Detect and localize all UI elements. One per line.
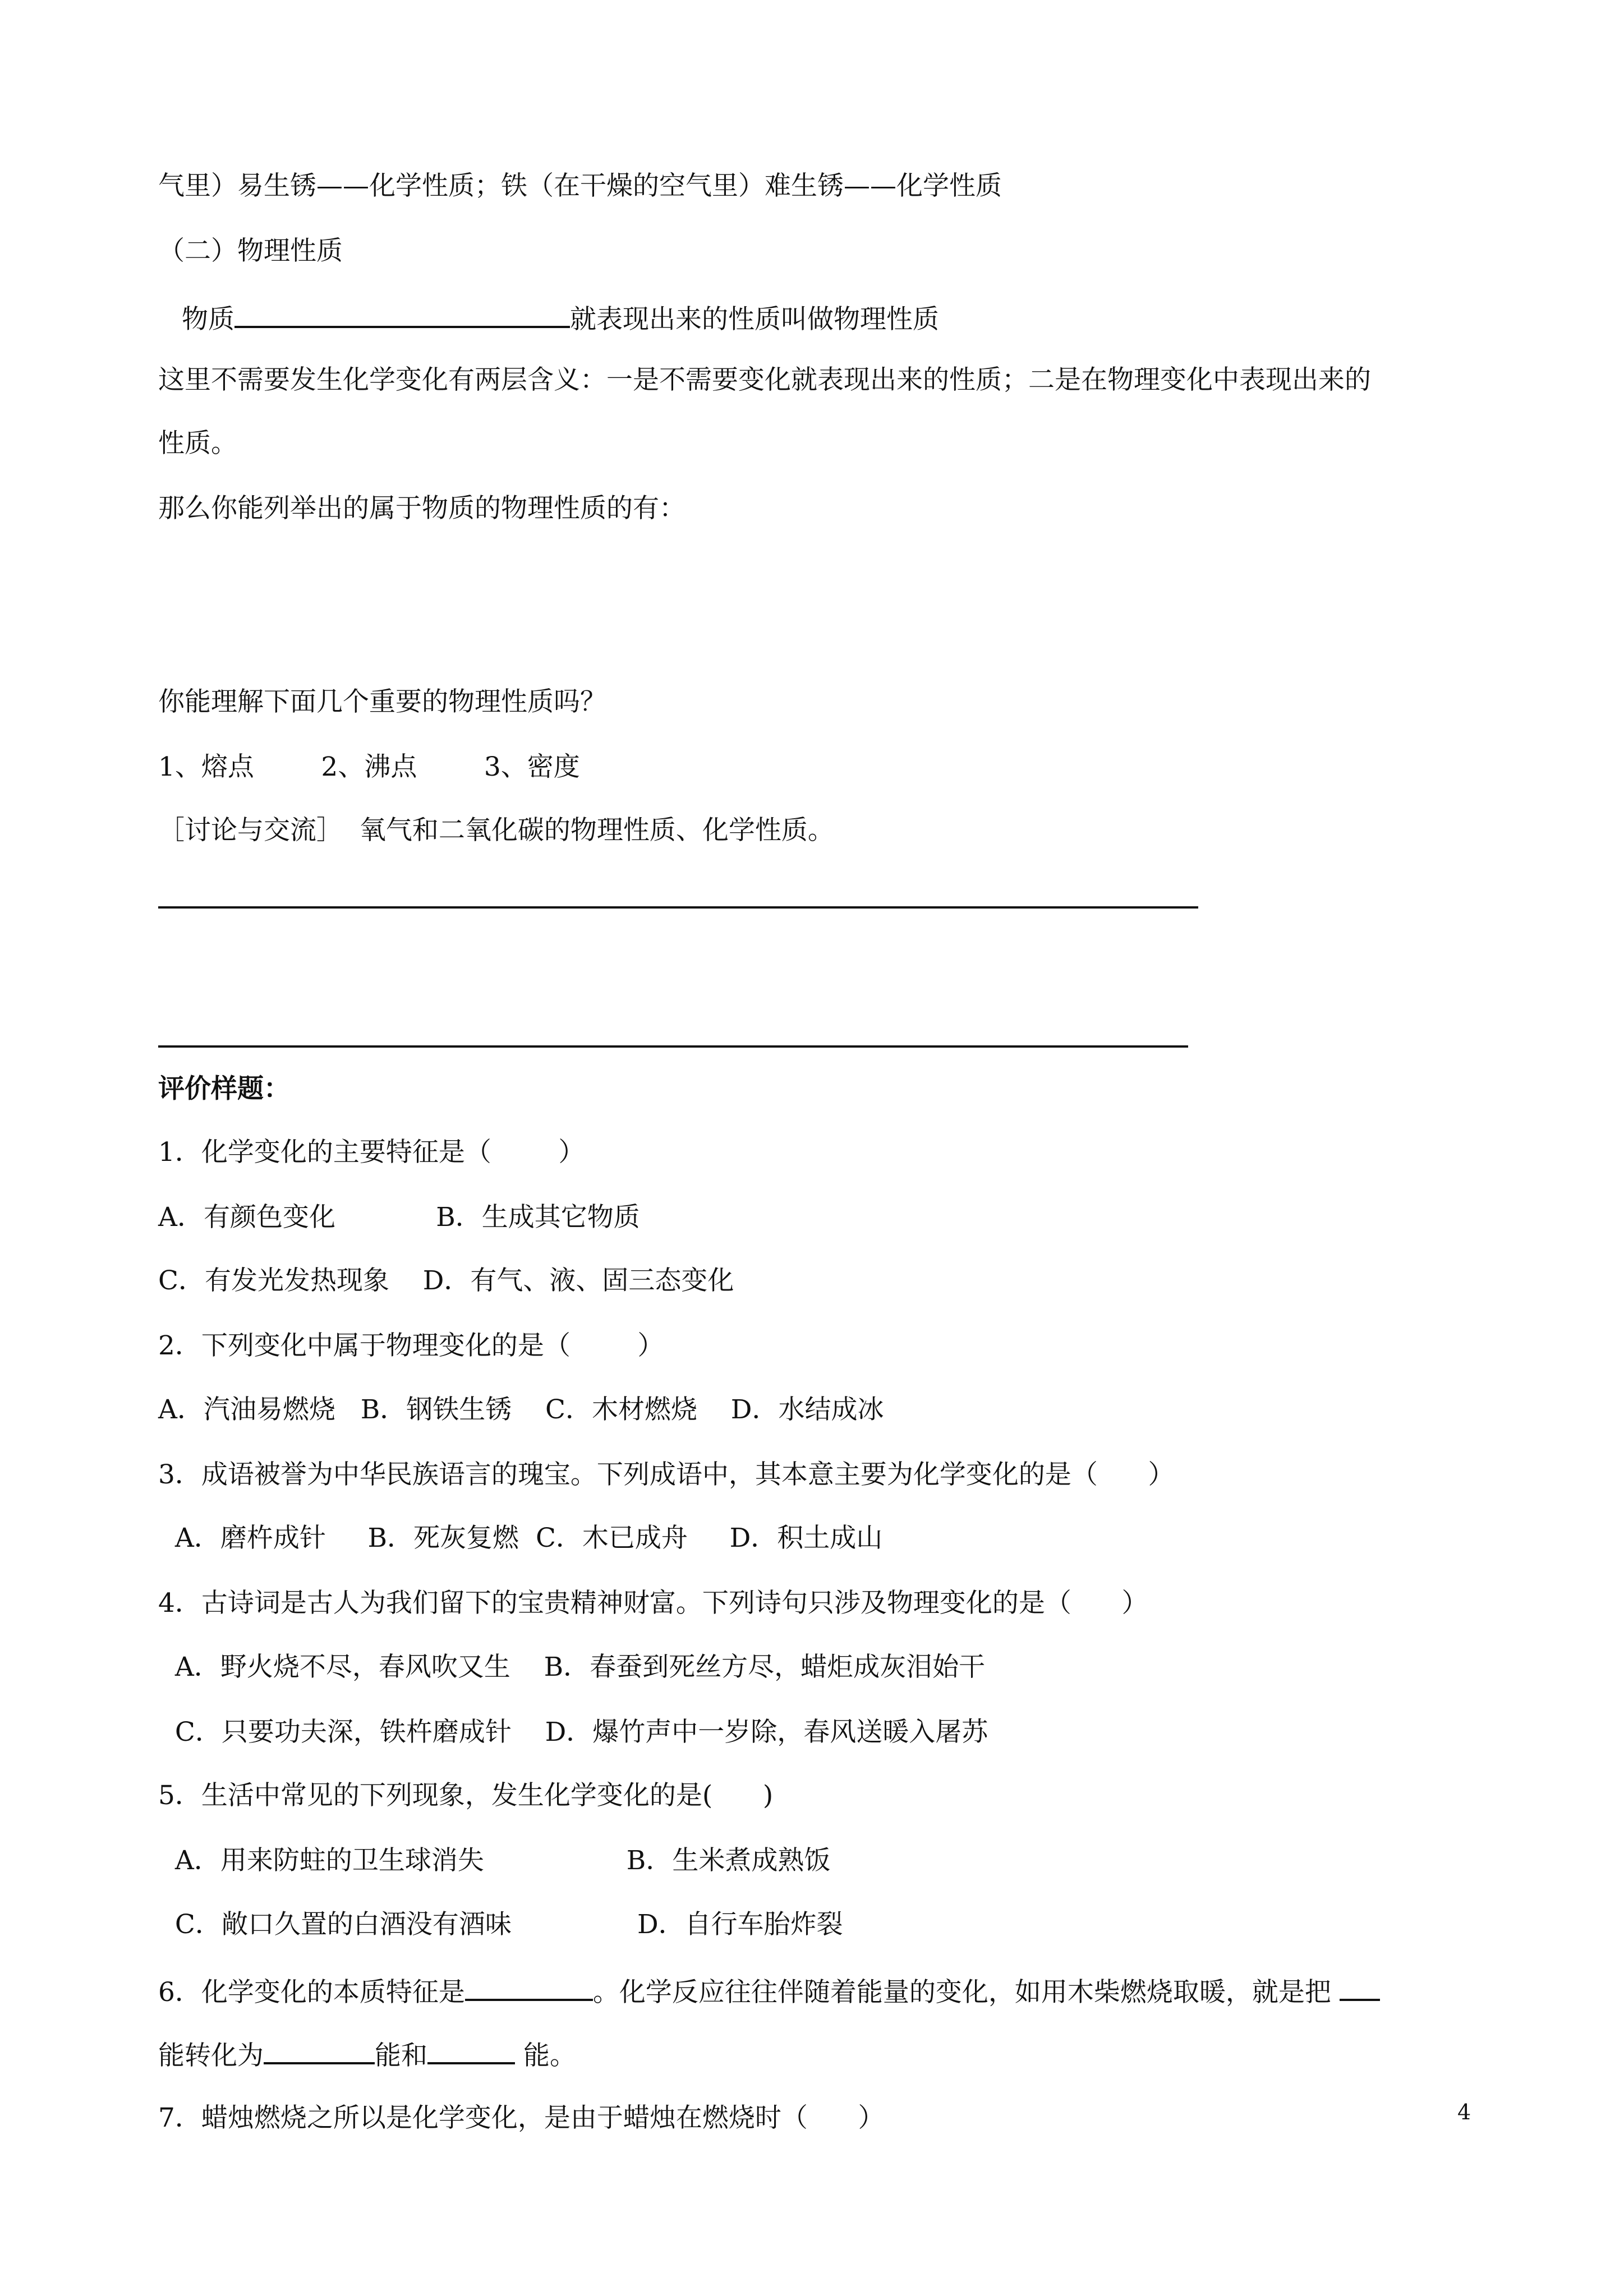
- question-6-text-c: 能转化为: [158, 2040, 264, 2071]
- question-6-text-e: 能。: [515, 2040, 576, 2071]
- question-5-options-cd: C．敞口久置的白酒没有酒味 D．自行车胎炸裂: [158, 1909, 843, 1940]
- question-6-blank-1: [465, 1973, 593, 2001]
- question-1-options-cd: C．有发光发热现象 D．有气、液、固三态变化: [158, 1265, 734, 1296]
- definition-line: [158, 300, 939, 336]
- text-line-4: 这里不需要发生化学变化有两层含义：一是不需要变化就表现出来的性质；二是在物理变化中表现出来的: [158, 365, 1371, 395]
- question-5: 5．生活中常见的下列现象，发生化学变化的是( ): [158, 1780, 774, 1811]
- question-6-text-b: 。化学反应往往伴随着能量的变化，如用木柴燃烧取暖，就是把: [592, 1977, 1340, 2008]
- subheading-physical-properties: （二）物理性质: [158, 236, 343, 266]
- question-3: 3．成语被誉为中华民族语言的瑰宝。下列成语中，其本意主要为化学变化的是（ ）: [158, 1459, 1175, 1490]
- page-number: 4: [1457, 2100, 1471, 2124]
- text-line-6: 那么你能列举出的属于物质的物理性质的有：: [158, 493, 686, 524]
- question-4-options-ab: A．野火烧不尽，春风吹又生 B．春蚕到死丝方尽，蜡炬成灰泪始干: [158, 1652, 986, 1682]
- question-6-blank-2: [1340, 1973, 1380, 2001]
- question-4: 4．古诗词是古人为我们留下的宝贵精神财富。下列诗句只涉及物理变化的是（ ）: [158, 1588, 1148, 1619]
- question-1: 1．化学变化的主要特征是（ ）: [158, 1137, 585, 1168]
- text-line-1: 气里）易生锈——化学性质；铁（在干燥的空气里）难生锈——化学性质: [158, 170, 1002, 201]
- text-line-7: 你能理解下面几个重要的物理性质吗？: [158, 686, 606, 717]
- answer-rule-2: [158, 1045, 1188, 1048]
- question-5-options-ab: A．用来防蛀的卫生球消失 B．生米煮成熟饭: [158, 1845, 831, 1876]
- definition-prefix: 物质: [182, 304, 234, 335]
- definition-blank: [234, 300, 570, 328]
- question-3-options: A．磨杵成针 B．死灰复燃 C．木已成舟 D．积土成山: [158, 1523, 883, 1553]
- definition-suffix: 就表现出来的性质叫做物理性质: [570, 304, 939, 335]
- properties-list: 1、熔点 2、沸点 3、密度: [158, 751, 580, 782]
- question-6-line-1: [158, 1973, 1380, 2009]
- answer-rule-1: [158, 906, 1198, 909]
- question-2: 2．下列变化中属于物理变化的是（ ）: [158, 1330, 664, 1361]
- question-1-options-ab: A．有颜色变化 B．生成其它物质: [158, 1202, 640, 1233]
- section-title: 评价样题：: [158, 1073, 290, 1104]
- question-6-blank-3: [264, 2036, 375, 2064]
- question-2-options: A．汽油易燃烧 B．钢铁生锈 C．木材燃烧 D．水结成冰: [158, 1394, 884, 1425]
- question-6-text-a: 6．化学变化的本质特征是: [158, 1977, 465, 2008]
- question-6-blank-4: [427, 2036, 515, 2064]
- text-line-5: 性质。: [158, 428, 237, 459]
- question-4-options-cd: C．只要功夫深，铁杵磨成针 D．爆竹声中一岁除，春风送暖入屠苏: [158, 1717, 988, 1748]
- discussion-line: ［讨论与交流］ 氧气和二氧化碳的物理性质、化学性质。: [158, 815, 834, 846]
- question-6-line-2: [158, 2036, 576, 2073]
- question-6-text-d: 能和: [375, 2040, 427, 2071]
- question-7: 7．蜡烛燃烧之所以是化学变化，是由于蜡烛在燃烧时（ ）: [158, 2103, 885, 2133]
